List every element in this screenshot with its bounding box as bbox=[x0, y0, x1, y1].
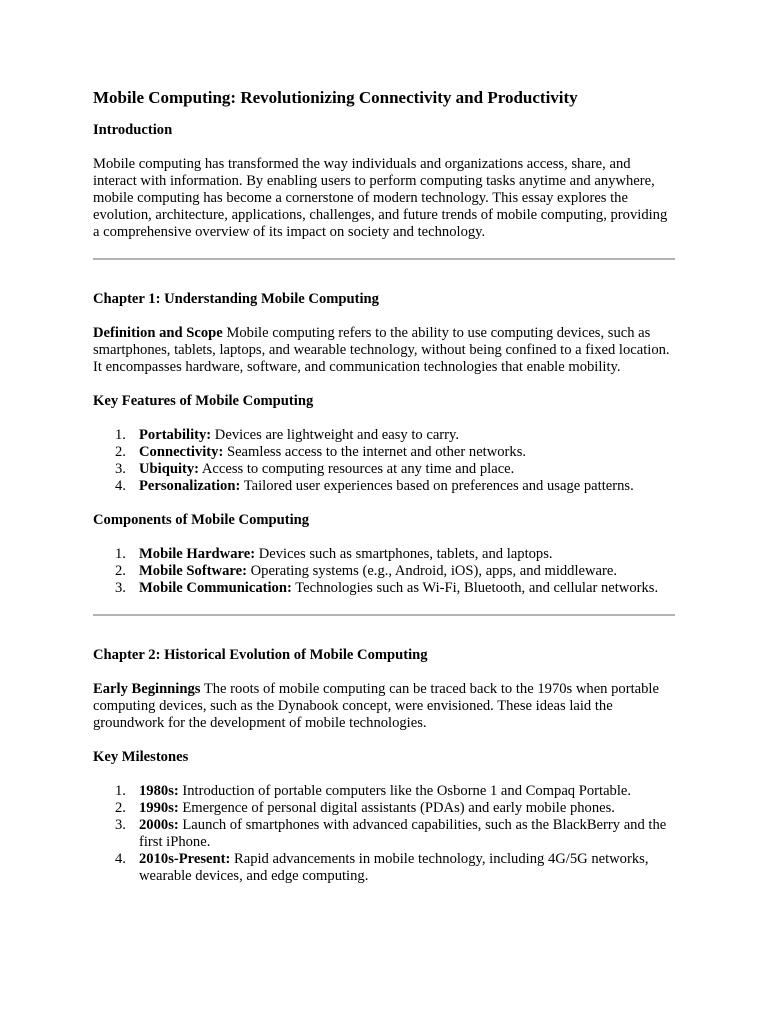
list-term: 1980s: bbox=[139, 783, 179, 799]
early-beginnings-paragraph bbox=[93, 681, 675, 732]
list-term: 2000s: bbox=[139, 817, 179, 833]
milestones-heading: Key Milestones bbox=[93, 749, 189, 765]
early-beginnings-lead: Early Beginnings bbox=[93, 681, 201, 697]
intro-paragraph: Mobile computing has transformed the way individuals and organizations access, share, and interact with information. By enabling users to perform computing tasks anytime and anywhere, mobile computing has become a cornerstone of modern technology. This essay explores the evolution, architecture, applications, challenges, and future trends of mobile computing, providing a comprehensive overview of its impact on society and technology. bbox=[93, 156, 668, 240]
list-desc: Devices are lightweight and easy to carry. bbox=[211, 427, 460, 443]
list-desc: Devices such as smartphones, tablets, and laptops. bbox=[255, 546, 553, 562]
list-desc: Emergence of personal digital assistants (PDAs) and early mobile phones. bbox=[178, 800, 615, 816]
features-list bbox=[93, 427, 675, 495]
list-number: 4. bbox=[115, 478, 126, 494]
list-item bbox=[93, 461, 675, 478]
intro-heading: Introduction bbox=[93, 122, 173, 138]
list-item bbox=[93, 546, 675, 563]
list-term: Connectivity: bbox=[139, 444, 224, 460]
list-number: 1. bbox=[115, 783, 126, 799]
document-title: Mobile Computing: Revolutionizing Connectivity and Productivity bbox=[93, 88, 578, 107]
list-term: Mobile Communication: bbox=[139, 580, 292, 596]
early-beginnings-text: The roots of mobile computing can be traced back to the 1970s when portable computing devices, such as the Dynabook concept, were envisioned. These ideas laid the groundwork for the development of mobile technologies. bbox=[93, 681, 659, 731]
list-item bbox=[93, 580, 675, 597]
list-desc: Launch of smartphones with advanced capabilities, such as the BlackBerry and the first iPhone. bbox=[139, 817, 667, 850]
list-number: 2. bbox=[115, 800, 126, 816]
list-term: 2010s-Present: bbox=[139, 851, 231, 867]
features-heading: Key Features of Mobile Computing bbox=[93, 393, 314, 409]
list-number: 2. bbox=[115, 563, 126, 579]
components-list bbox=[93, 546, 675, 597]
list-item bbox=[93, 800, 675, 817]
list-desc: Seamless access to the internet and other networks. bbox=[223, 444, 527, 460]
list-number: 2. bbox=[115, 444, 126, 460]
components-heading: Components of Mobile Computing bbox=[93, 512, 310, 528]
list-item bbox=[93, 427, 675, 444]
list-item bbox=[93, 478, 675, 495]
list-desc: Introduction of portable computers like the Osborne 1 and Compaq Portable. bbox=[178, 783, 632, 799]
list-number: 4. bbox=[115, 851, 126, 867]
list-term: 1990s: bbox=[139, 800, 179, 816]
list-desc: Access to computing resources at any time and place. bbox=[199, 461, 515, 477]
chapter-1-heading: Chapter 1: Understanding Mobile Computing bbox=[93, 291, 379, 307]
definition-lead: Definition and Scope bbox=[93, 325, 223, 341]
list-desc: Operating systems (e.g., Android, iOS), apps, and middleware. bbox=[246, 563, 617, 579]
list-desc: Rapid advancements in mobile technology, including 4G/5G networks, wearable devices, and edge computing. bbox=[139, 851, 649, 884]
document-page bbox=[93, 87, 675, 885]
list-desc: Tailored user experiences based on preferences and usage patterns. bbox=[240, 478, 634, 494]
list-term: Mobile Hardware: bbox=[139, 546, 256, 562]
list-item bbox=[93, 563, 675, 580]
chapter-2-heading: Chapter 2: Historical Evolution of Mobile Computing bbox=[93, 647, 428, 663]
list-item bbox=[93, 783, 675, 800]
list-desc: Technologies such as Wi-Fi, Bluetooth, and cellular networks. bbox=[291, 580, 659, 596]
list-term: Personalization: bbox=[139, 478, 241, 494]
list-term: Ubiquity: bbox=[139, 461, 200, 477]
definition-paragraph bbox=[93, 325, 675, 376]
list-number: 1. bbox=[115, 546, 126, 562]
list-item bbox=[93, 817, 675, 851]
list-item bbox=[93, 444, 675, 461]
list-number: 3. bbox=[115, 817, 126, 833]
list-number: 3. bbox=[115, 580, 126, 596]
milestones-list bbox=[93, 783, 675, 885]
definition-text: Mobile computing refers to the ability to use computing devices, such as smartphones, tablets, laptops, and wearable technology, without being confined to a fixed location. It encompasses hardware, software, and communication technologies that enable mobility. bbox=[93, 325, 670, 375]
list-term: Mobile Software: bbox=[139, 563, 247, 579]
list-item bbox=[93, 851, 675, 885]
list-number: 3. bbox=[115, 461, 126, 477]
list-term: Portability: bbox=[139, 427, 212, 443]
list-number: 1. bbox=[115, 427, 126, 443]
